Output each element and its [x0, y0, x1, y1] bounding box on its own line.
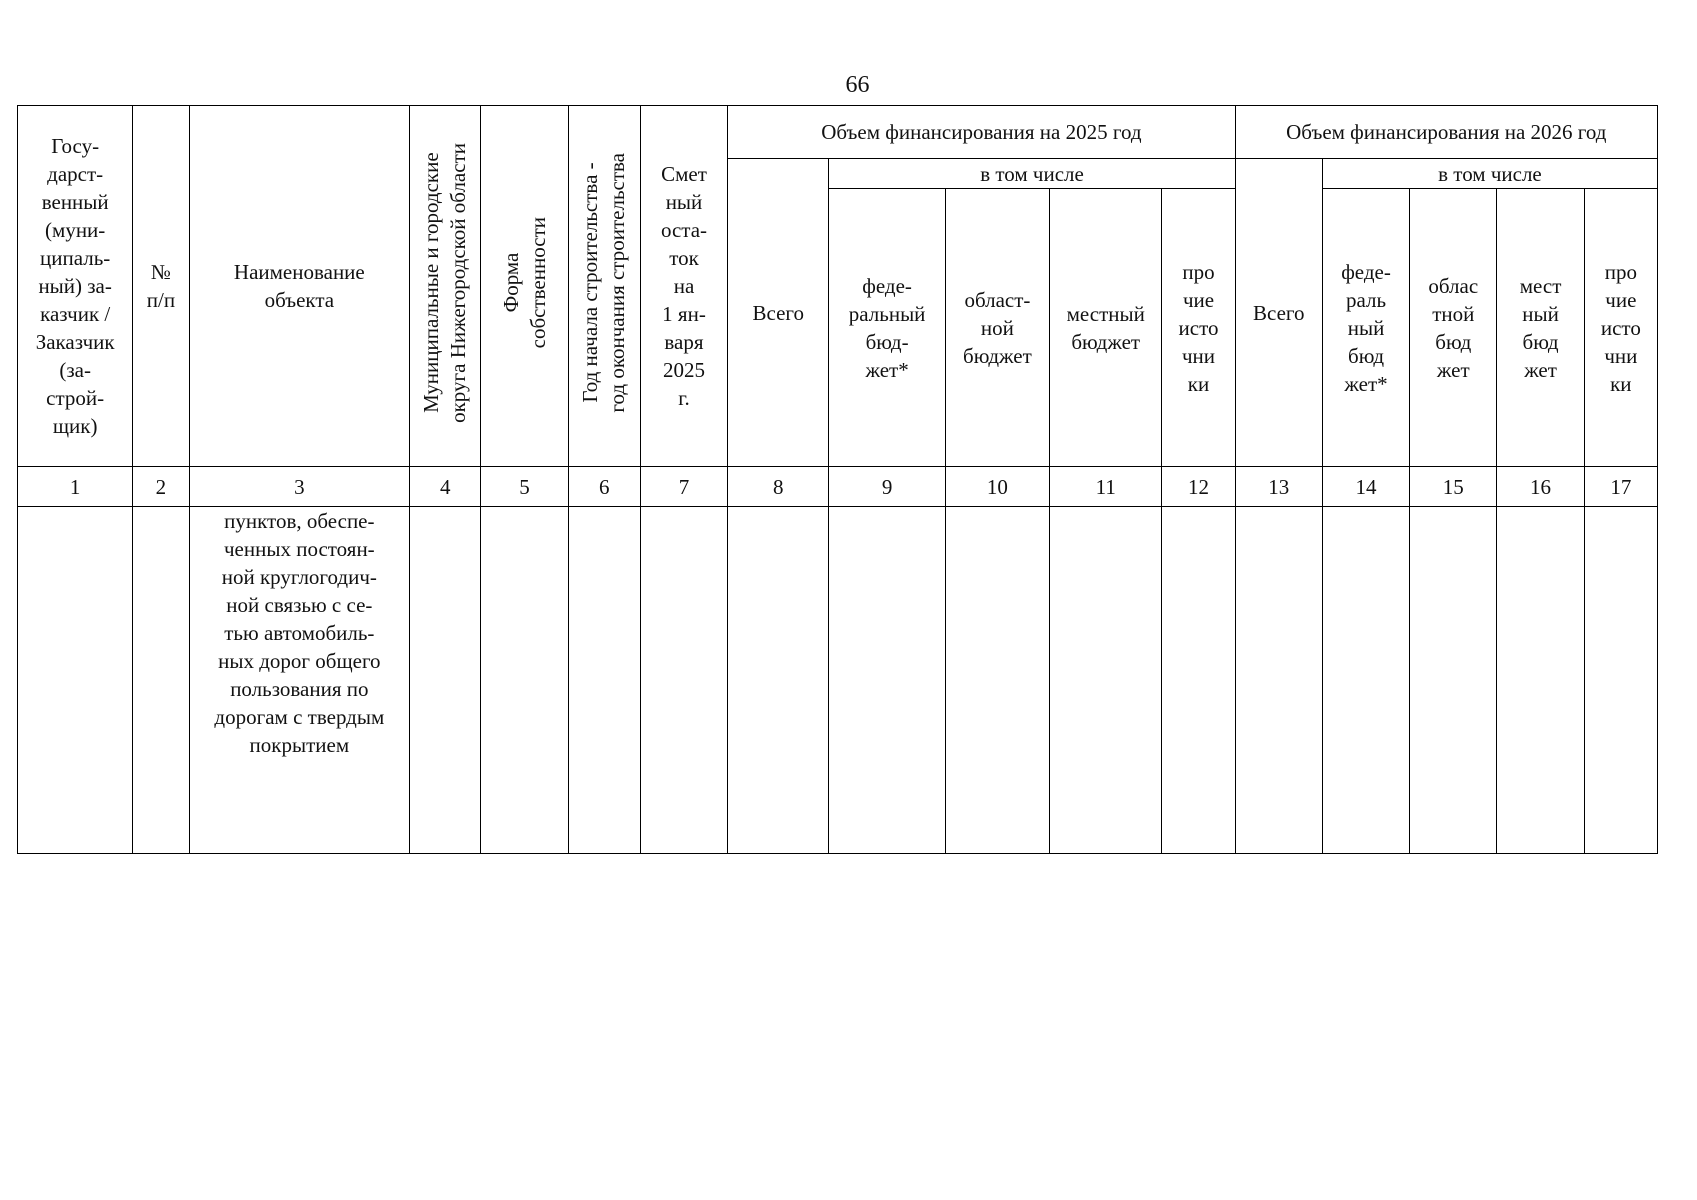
header-local-2025: местный бюджет: [1050, 189, 1162, 467]
page-number: 66: [845, 72, 870, 98]
header-funding-2026: Объем финансирования на 2026 год: [1235, 106, 1657, 159]
cell-value: [1162, 507, 1235, 854]
column-number: 14: [1322, 467, 1409, 507]
cell-value: [1235, 507, 1322, 854]
table-row: [18, 507, 1658, 854]
column-number-row: [18, 467, 1658, 507]
header-regional-2026: облас тной бюд жет: [1410, 189, 1497, 467]
header-construction-years: Год начала строительства - год окончания строительства: [568, 106, 640, 467]
column-number: 11: [1050, 467, 1162, 507]
cell-value: [1584, 507, 1657, 854]
column-number: 3: [189, 467, 410, 507]
cell-value: [410, 507, 481, 854]
header-local-2026: мест ный бюд жет: [1497, 189, 1584, 467]
cell-value: [1497, 507, 1584, 854]
cell-object-name: пунктов, обеспе- ченных постоян- ной круглогодич- ной связью с се- тью автомобиль- ных дорог общего пользования по дорогам с твердым покрытием: [189, 507, 410, 854]
header-federal-2025: феде- ральный бюд- жет*: [829, 189, 945, 467]
column-number: 16: [1497, 467, 1584, 507]
column-number: 6: [568, 467, 640, 507]
header-including-2026: в том числе: [1322, 159, 1657, 189]
cell-value: [1322, 507, 1409, 854]
header-estimate-balance: Смет ный оста- ток на 1 ян- варя 2025 г.: [640, 106, 727, 467]
column-number: 1: [18, 467, 133, 507]
cell-value: [640, 507, 727, 854]
header-total-2025: Всего: [728, 159, 829, 467]
header-total-2026: Всего: [1235, 159, 1322, 467]
header-federal-2026: феде- раль ный бюд жет*: [1322, 189, 1409, 467]
funding-table: [17, 105, 1658, 854]
column-number: 9: [829, 467, 945, 507]
cell-value: [829, 507, 945, 854]
column-number: 17: [1584, 467, 1657, 507]
column-number: 15: [1410, 467, 1497, 507]
header-object-name: Наименование объекта: [189, 106, 410, 467]
header-municipality: Муниципальные и городские округа Нижегородской области: [410, 106, 481, 467]
cell-value: [728, 507, 829, 854]
column-number: 13: [1235, 467, 1322, 507]
cell-value: [945, 507, 1049, 854]
header-other-2025: про чие исто чни ки: [1162, 189, 1235, 467]
cell-value: [568, 507, 640, 854]
column-number: 10: [945, 467, 1049, 507]
column-number: 7: [640, 467, 727, 507]
header-including-2025: в том числе: [829, 159, 1235, 189]
header-item-no: № п/п: [133, 106, 189, 467]
column-number: 8: [728, 467, 829, 507]
cell-value: [1050, 507, 1162, 854]
cell-customer: [18, 507, 133, 854]
column-number: 12: [1162, 467, 1235, 507]
header-other-2026: про чие исто чни ки: [1584, 189, 1657, 467]
column-number: 2: [133, 467, 189, 507]
header-funding-2025: Объем финансирования на 2025 год: [728, 106, 1236, 159]
cell-item-no: [133, 507, 189, 854]
column-number: 5: [481, 467, 568, 507]
header-regional-2025: област- ной бюджет: [945, 189, 1049, 467]
column-number: 4: [410, 467, 481, 507]
header-ownership: Форма собственности: [481, 106, 568, 467]
header-row: [18, 106, 1658, 159]
header-customer: Госу- дарст- венный (муни- ципаль- ный) за- казчик / Заказчик (за- строй- щик): [18, 106, 133, 467]
cell-value: [481, 507, 568, 854]
cell-value: [1410, 507, 1497, 854]
